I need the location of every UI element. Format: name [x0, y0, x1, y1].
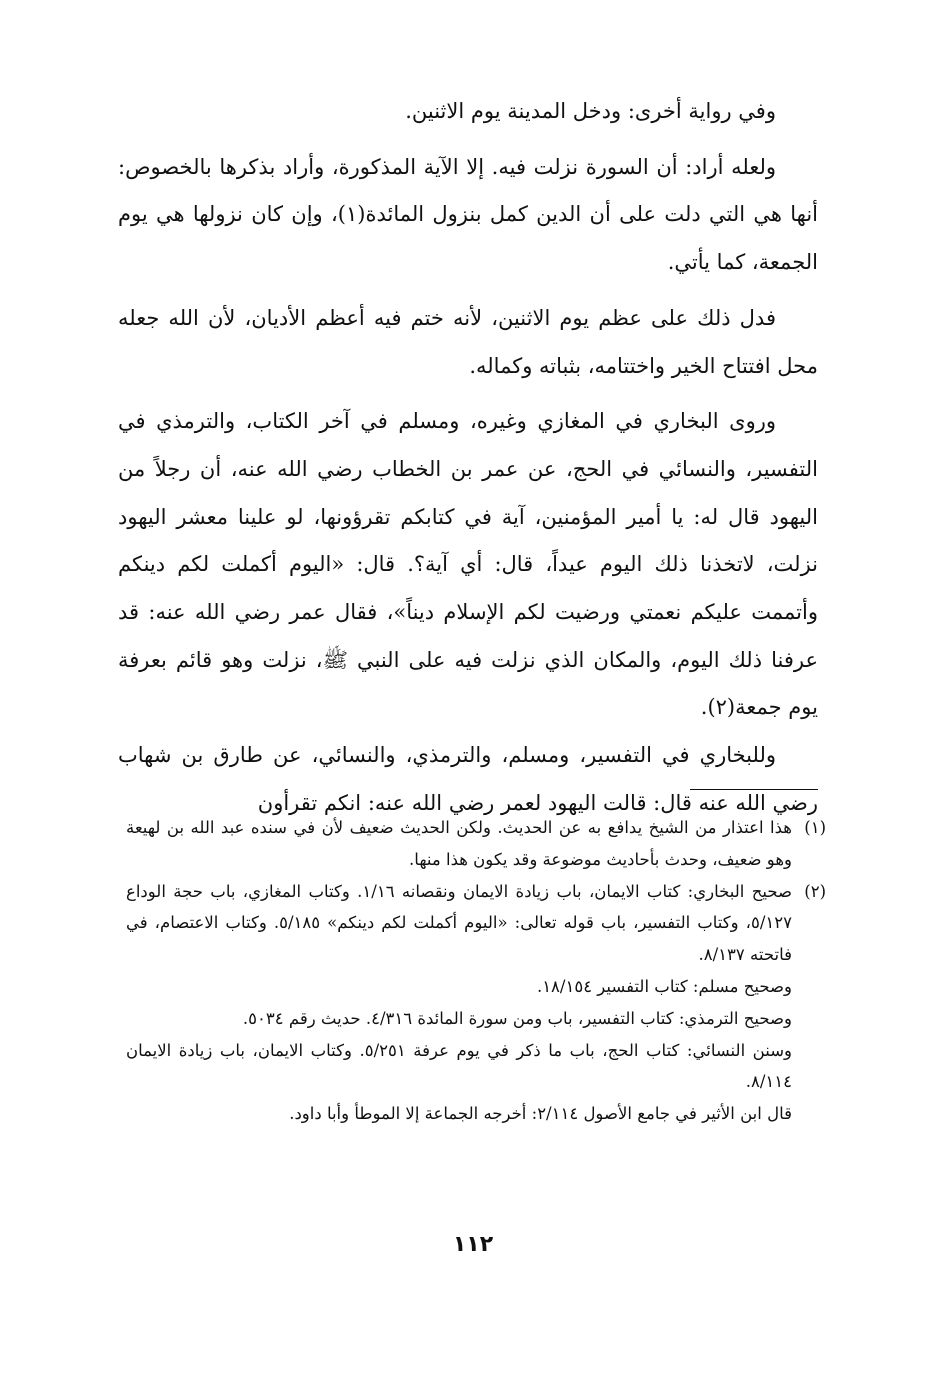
body-paragraph-5: وللبخاري في التفسير، ومسلم، والترمذي، والنسائي، عن طارق بن شهاب رضي الله عنه قال: قالت اليهود لعمر رضي الله عنه: انكم تقرأون	[118, 743, 818, 815]
footnote-1	[126, 812, 826, 876]
footnote-line: وصحيح الترمذي: كتاب التفسير، باب ومن سورة المائدة ٤/٣١٦. حديث رقم ٥٠٣٤.	[242, 1008, 792, 1028]
footnote-number: (١)	[804, 818, 826, 837]
body-paragraph-4: وروى البخاري في المغازي وغيره، ومسلم في آخر الكتاب، والترمذي في التفسير، والنسائي في الحج، عن عمر بن الخطاب رضي الله عنه، أن رجلاً من اليهود قال له: يا أمير المؤمنين، آية في كتابكم تقرؤونها، لو علينا معشر اليهود نزلت، لاتخذنا ذلك اليوم عيداً، قال: أي آية؟. قال: «اليوم أكملت لكم دينكم وأتممت عليكم نعمتي ورضيت لكم الإسلام ديناً»، فقال عمر رضي الله عنه: قد عرفنا ذلك اليوم، والمكان الذي نزلت فيه على النبي ﷺ، نزلت وهو قائم بعرفة يوم جمعة(٢).	[118, 409, 818, 720]
main-text-body	[118, 88, 818, 828]
footnote-body	[126, 812, 792, 876]
footnote-body	[126, 876, 792, 1130]
body-paragraph-2: ولعله أراد: أن السورة نزلت فيه. إلا الآية المذكورة، وأراد بذكرها بالخصوص: أنها هي التي دلت على أن الدين كمل بنزول المائدة(١)، وإن كان نزولها هي يوم الجمعة، كما يأتي.	[118, 154, 819, 275]
footnotes	[126, 812, 826, 1130]
footnote-line: وسنن النسائي: كتاب الحج، باب ما ذكر في يوم عرفة ٥/٢٥١. وكتاب الايمان، باب زيادة الايمان ٨/١١٤.	[126, 1040, 792, 1092]
footnote-line: قال ابن الأثير في جامع الأصول ٢/١١٤: أخرجه الجماعة إلا الموطأ وأبا داود.	[289, 1104, 792, 1124]
footnote-separator	[690, 789, 818, 790]
footnote-line: هذا اعتذار من الشيخ يدافع به عن الحديث. ولكن الحديث ضعيف لأن في سنده عبد الله بن لهيعة وهو ضعيف، وحدث بأحاديث موضوعة وقد يكون هذا منها.	[126, 818, 792, 869]
footnote-number: (٢)	[804, 881, 826, 901]
body-paragraph-3: فدل ذلك على عظم يوم الاثنين، لأنه ختم فيه أعظم الأديان، لأن الله جعله محل افتتاح الخير واختتامه، بثباته وكماله.	[118, 305, 818, 378]
body-paragraph-1: وفي رواية أخرى: ودخل المدينة يوم الاثنين.	[405, 99, 776, 123]
footnote-2	[126, 876, 826, 1130]
page-number: ١١٢	[452, 1232, 494, 1257]
footnote-line: وصحيح مسلم: كتاب التفسير ١٨/١٥٤.	[536, 976, 792, 996]
footnote-line: صحيح البخاري: كتاب الايمان، باب زيادة الايمان ونقصانه ١/١٦. وكتاب المغازي، باب حجة الوداع ٥/١٢٧، وكتاب التفسير، باب قوله تعالى: «اليوم أكملت لكم دينكم» ٥/١٨٥. وكتاب الاعتصام، في فاتحته ٨/١٣٧.	[126, 881, 792, 965]
